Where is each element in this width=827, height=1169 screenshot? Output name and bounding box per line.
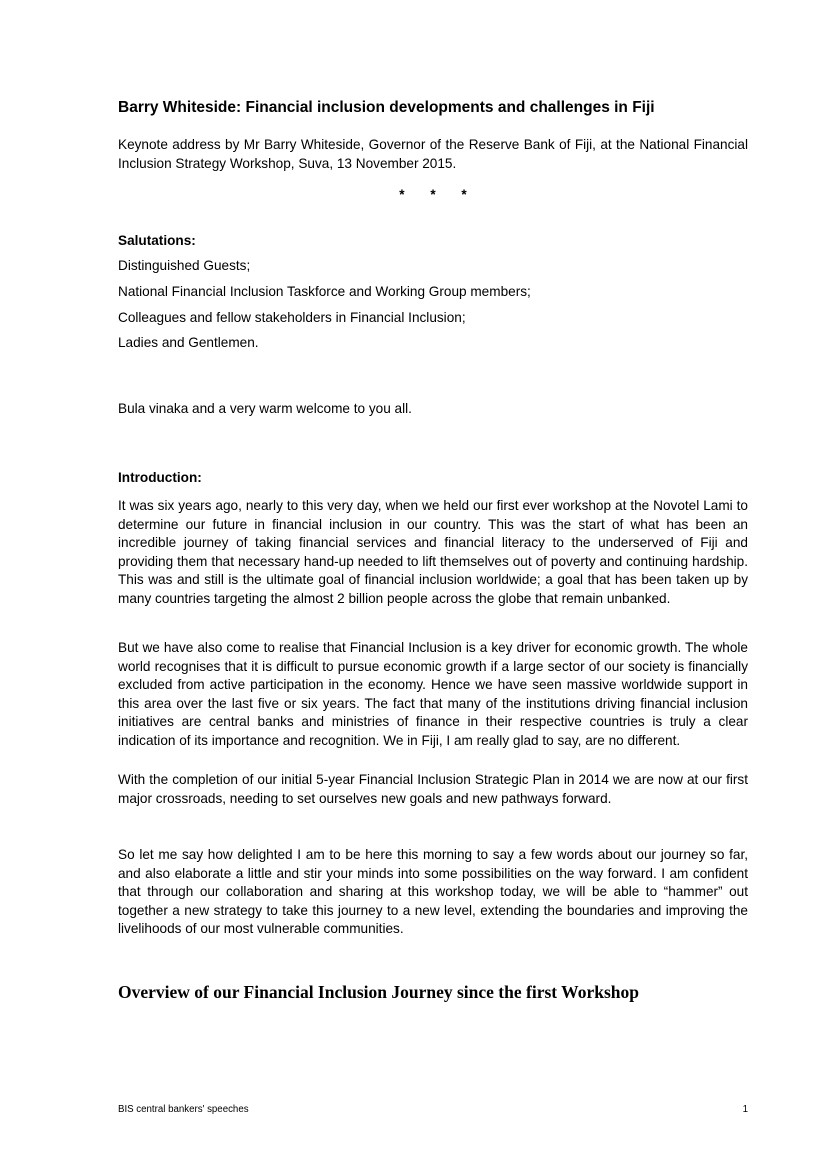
overview-heading: Overview of our Financial Inclusion Journey since the first Workshop [118,981,639,1002]
document-subtitle: Keynote address by Mr Barry Whiteside, Governor of the Reserve Bank of Fiji, at the National Financial Inclusion Strategy Workshop, Suva, 13 November 2015. [118,137,748,172]
footer-source: BIS central bankers' speeches [118,1104,249,1115]
salutation-line: Distinguished Guests; [118,258,251,274]
welcome-line: Bula vinaka and a very warm welcome to you all. [118,401,412,417]
salutation-line: National Financial Inclusion Taskforce and Working Group members; [118,284,531,299]
salutation-line: Colleagues and fellow stakeholders in Financial Inclusion; [118,309,466,325]
salutations-heading: Salutations: [118,232,196,248]
body-paragraph: With the completion of our initial 5-year Financial Inclusion Strategic Plan in 2014 we are now at our first major crossroads, needing to set ourselves new goals and new pathways forward. [118,772,748,806]
document-title: Barry Whiteside: Financial inclusion developments and challenges in Fiji [118,99,655,116]
separator-stars: * * * [399,186,467,202]
body-paragraph: So let me say how delighted I am to be here this morning to say a few words about our journey so far, and also elaborate a little and stir your minds into some possibilities on the way forward. I am confident that through our collaboration and sharing at this workshop today, we will be able to “hammer” out together a new strategy to take this journey to a new level, extending the boundaries and improving the livelihoods of our most vulnerable communities. [118,847,748,937]
body-paragraph: It was six years ago, nearly to this very day, when we held our first ever workshop at the Novotel Lami to determine our future in financial inclusion in our country. This was the start of what has been an incredible journey of taking financial services and financial literacy to the underserved of Fiji and providing them that necessary hand-up needed to lift themselves out of poverty and continuing hardship. This was and still is the ultimate goal of financial inclusion worldwide; a goal that has been taken up by many countries targeting the almost 2 billion people across the globe that remain unbanked. [118,498,748,606]
salutation-line: Ladies and Gentlemen. [118,335,259,351]
page-number: 1 [742,1104,748,1115]
introduction-heading: Introduction: [118,469,202,485]
salutations-block [118,228,748,357]
body-paragraph: But we have also come to realise that Financial Inclusion is a key driver for economic growth. The whole world recognises that it is difficult to pursue economic growth if a large sector of our society is financially excluded from active participation in the economy. Hence we have seen massive worldwide support in this area over the last five or six years. The fact that many of the institutions driving financial inclusion initiatives are central banks and ministries of finance in their respective countries is truly a clear indication of its importance and recognition. We in Fiji, I am really glad to say, are no different. [118,640,748,748]
page-footer [118,1104,748,1116]
